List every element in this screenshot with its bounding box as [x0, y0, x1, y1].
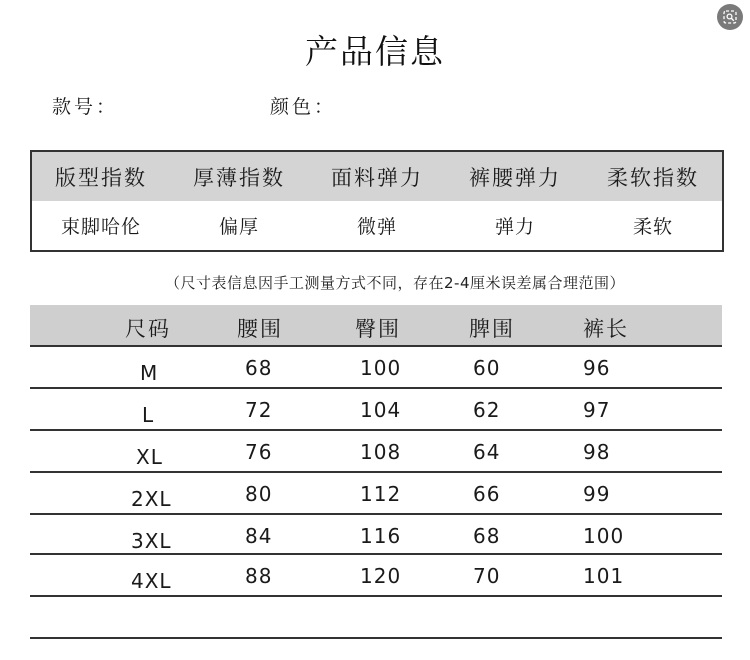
hip-cell: 104	[360, 398, 402, 422]
index-value-cell: 偏厚	[218, 216, 259, 238]
thigh-cell: 64	[473, 440, 501, 464]
index-value-cell: 柔软	[632, 216, 673, 238]
size-header-cell: 脾围	[469, 317, 515, 341]
size-cell: XL	[136, 445, 163, 469]
table-row	[30, 473, 722, 515]
table-row	[30, 431, 722, 473]
table-row	[30, 389, 722, 431]
index-header-cell: 厚薄指数	[193, 165, 285, 190]
size-table-header	[30, 305, 722, 345]
waist-cell: 80	[245, 482, 273, 506]
page-title: 产品信息	[305, 32, 445, 71]
hip-cell: 120	[360, 564, 402, 588]
waist-cell: 84	[245, 524, 273, 548]
color-label: 颜色：	[270, 96, 337, 118]
row-divider	[30, 595, 722, 597]
length-cell: 98	[583, 440, 611, 464]
table-row	[30, 555, 722, 597]
index-value-row	[32, 201, 722, 250]
index-value-cell: 束脚哈伦	[60, 216, 141, 238]
length-cell: 100	[583, 524, 625, 548]
row-divider	[30, 637, 722, 639]
length-cell: 97	[583, 398, 611, 422]
waist-cell: 68	[245, 356, 273, 380]
waist-cell: 72	[245, 398, 273, 422]
index-header-cell: 版型指数	[55, 165, 147, 190]
waist-cell: 88	[245, 564, 273, 588]
length-cell: 99	[583, 482, 611, 506]
length-cell: 96	[583, 356, 611, 380]
size-header-cell: 腰围	[237, 317, 283, 341]
index-value-cell: 微弹	[356, 216, 397, 238]
size-cell: 4XL	[131, 569, 172, 593]
hip-cell: 108	[360, 440, 402, 464]
waist-cell: 76	[245, 440, 273, 464]
size-header-cell: 尺码	[125, 317, 171, 341]
thigh-cell: 66	[473, 482, 501, 506]
thigh-cell: 62	[473, 398, 501, 422]
thigh-cell: 68	[473, 524, 501, 548]
index-header-row	[32, 152, 722, 201]
model-label: 款号：	[52, 96, 119, 118]
table-row	[30, 347, 722, 389]
hip-cell: 112	[360, 482, 402, 506]
index-header-cell: 裤腰弹力	[469, 165, 561, 190]
length-cell: 101	[583, 564, 625, 588]
thigh-cell: 70	[473, 564, 501, 588]
hip-cell: 100	[360, 356, 402, 380]
size-header-cell: 裤长	[583, 317, 629, 341]
measurement-note: （尺寸表信息因手工测量方式不同，存在2-4厘米误差属合理范围）	[164, 274, 625, 292]
size-header-cell: 臀围	[355, 317, 401, 341]
thigh-cell: 60	[473, 356, 501, 380]
size-cell: 2XL	[131, 487, 172, 511]
size-cell: M	[140, 361, 159, 385]
hip-cell: 116	[360, 524, 402, 548]
size-cell: L	[142, 403, 155, 427]
size-cell: 3XL	[131, 529, 172, 553]
index-table	[30, 150, 724, 252]
index-header-cell: 柔软指数	[607, 165, 699, 190]
table-row	[30, 515, 722, 557]
index-value-cell: 弹力	[494, 216, 535, 238]
image-search-glyph	[723, 10, 737, 24]
index-header-cell: 面料弹力	[331, 165, 423, 190]
